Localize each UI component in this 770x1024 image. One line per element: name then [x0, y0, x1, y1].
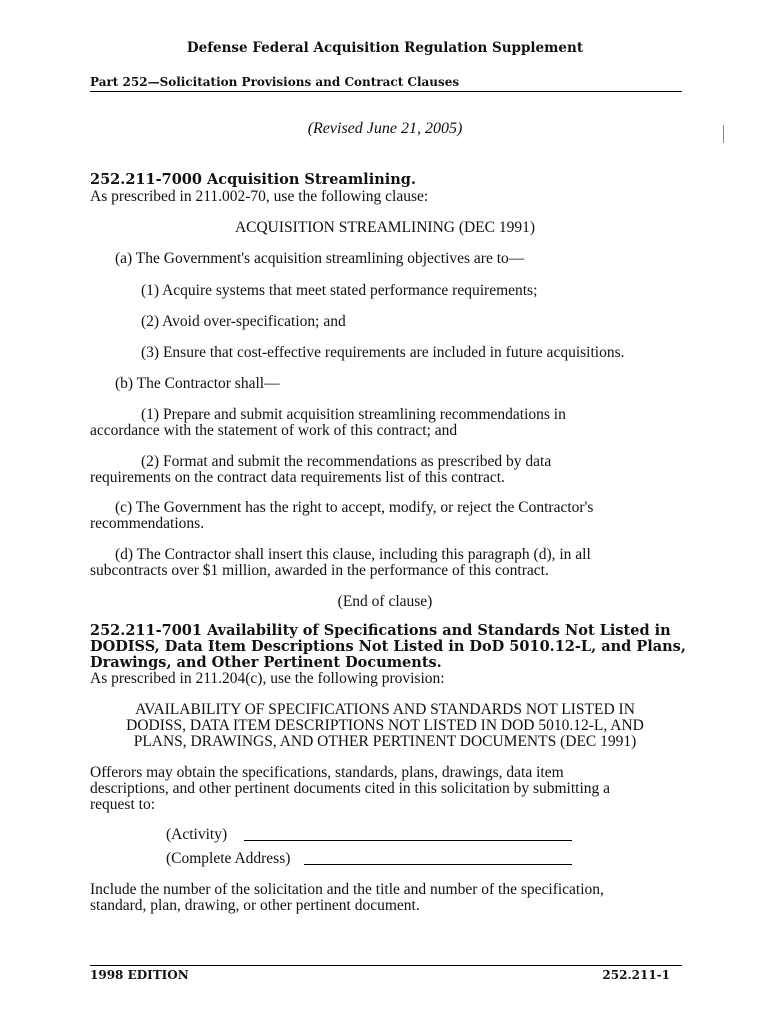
provision-title-line1: AVAILABILITY OF SPECIFICATIONS AND STANDARDS NOT LISTED IN: [135, 701, 635, 718]
revised-date: (Revised June 21, 2005): [307, 120, 463, 137]
provision-body-line2: descriptions, and other pertinent documents cited in this solicitation by submitting a: [90, 780, 611, 797]
provision-body-line1: Offerors may obtain the specifications, standards, plans, drawings, data item: [90, 764, 564, 781]
activity-blank[interactable]: [244, 826, 572, 841]
paragraph-a: (a) The Government's acquisition streamlining objectives are to—: [115, 250, 525, 267]
end-of-clause: (End of clause): [337, 593, 433, 610]
paragraph-b: (b) The Contractor shall—: [115, 375, 280, 392]
paragraph-b1-line1: (1) Prepare and submit acquisition streamlining recommendations in: [141, 406, 566, 423]
prescribed-text-7001: As prescribed in 211.204(c), use the following provision:: [90, 670, 445, 687]
activity-field-row: [166, 826, 227, 843]
address-label: (Complete Address): [166, 850, 291, 867]
section-heading-7001-line1: 252.211-7001 Availability of Specifications and Standards Not Listed in: [90, 622, 671, 639]
paragraph-d-line1: (d) The Contractor shall insert this clause, including this paragraph (d), in all: [115, 546, 591, 563]
prescribed-text-7000: As prescribed in 211.002-70, use the following clause:: [90, 188, 429, 205]
closing-line2: standard, plan, drawing, or other pertinent document.: [90, 897, 420, 914]
address-blank[interactable]: [304, 850, 572, 865]
paragraph-c-line2: recommendations.: [90, 515, 205, 532]
closing-line1: Include the number of the solicitation and the title and number of the specification,: [90, 881, 604, 898]
paragraph-b2-line1: (2) Format and submit the recommendations as prescribed by data: [141, 453, 552, 470]
provision-title-line2: DODISS, DATA ITEM DESCRIPTIONS NOT LISTED IN DOD 5010.12-L, AND: [126, 717, 644, 734]
paragraph-b2-line2: requirements on the contract data requirements list of this contract.: [90, 469, 505, 486]
page-number: 252.211-1: [602, 968, 670, 982]
header-rule: [90, 91, 682, 92]
footer-rule: [90, 965, 682, 966]
clause-title-7000: ACQUISITION STREAMLINING (DEC 1991): [234, 219, 536, 236]
paragraph-b1-line2: accordance with the statement of work of this contract; and: [90, 422, 458, 439]
section-heading-7000: 252.211-7000 Acquisition Streamlining.: [90, 171, 416, 188]
address-field-row: [166, 850, 290, 867]
document-title: Defense Federal Acquisition Regulation Supplement: [186, 40, 584, 56]
section-heading-7001-line3: Drawings, and Other Pertinent Documents.: [90, 654, 442, 671]
provision-body-line3: request to:: [90, 796, 155, 813]
paragraph-a1: (1) Acquire systems that meet stated performance requirements;: [141, 282, 538, 299]
change-bar: [723, 125, 724, 143]
paragraph-c-line1: (c) The Government has the right to accept, modify, or reject the Contractor's: [115, 499, 594, 516]
paragraph-a2: (2) Avoid over-specification; and: [141, 313, 346, 330]
activity-label: (Activity): [166, 826, 228, 843]
provision-title-line3: PLANS, DRAWINGS, AND OTHER PERTINENT DOCUMENTS (DEC 1991): [133, 733, 637, 750]
edition-label: 1998 EDITION: [90, 968, 189, 982]
part-heading: Part 252—Solicitation Provisions and Contract Clauses: [90, 75, 460, 89]
paragraph-d-line2: subcontracts over $1 million, awarded in the performance of this contract.: [90, 562, 549, 579]
section-heading-7001-line2: DODISS, Data Item Descriptions Not Listed in DoD 5010.12-L, and Plans,: [90, 638, 686, 655]
paragraph-a3: (3) Ensure that cost-effective requirements are included in future acquisitions.: [141, 344, 625, 361]
